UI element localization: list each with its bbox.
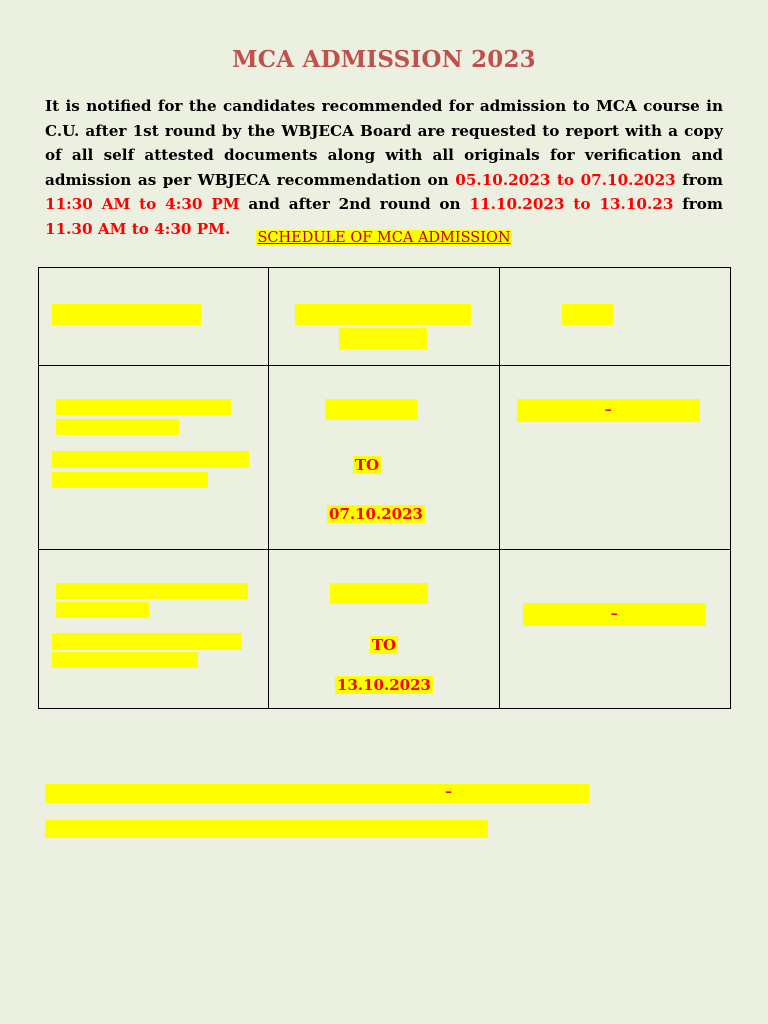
row1-end-date: 07.10.2023	[329, 505, 423, 523]
page-title: MCA ADMISSION 2023	[232, 46, 536, 73]
row1-to: TO	[354, 456, 380, 474]
redacted-highlight	[562, 304, 613, 325]
redacted-highlight	[56, 419, 179, 435]
round1-dates: 05.10.2023 to 07.10.2023	[455, 170, 676, 189]
header-cell-2	[269, 268, 499, 366]
row1-cell-2	[269, 366, 499, 550]
footer-dash: –	[445, 784, 452, 800]
row2-end-date: 13.10.2023	[337, 676, 431, 694]
redacted-highlight	[52, 633, 242, 650]
header-cell-3	[499, 268, 730, 366]
notice-text-2: and after 2nd round on	[239, 195, 470, 213]
row1-cell-1	[39, 366, 269, 550]
table-header-row	[39, 268, 731, 366]
header-cell-1	[39, 268, 269, 366]
redacted-highlight	[295, 304, 471, 325]
redacted-highlight	[339, 328, 427, 349]
schedule-heading	[0, 230, 768, 246]
row2-to: TO	[371, 636, 397, 654]
row2-cell-3	[499, 550, 730, 709]
redacted-highlight	[52, 304, 201, 325]
round1-time: 11:30 AM to 4:30 PM	[45, 195, 240, 213]
redacted-highlight	[52, 472, 208, 488]
footer-highlight-2	[45, 820, 488, 838]
row1-time-highlight: –	[517, 399, 700, 422]
admission-notice	[45, 94, 723, 241]
table-row	[39, 366, 731, 550]
row2-time-highlight: –	[523, 603, 706, 626]
schedule-heading-text: SCHEDULE OF MCA ADMISSION	[257, 230, 511, 246]
round2-dates: 11.10.2023 to 13.10.23	[469, 195, 674, 213]
redacted-highlight	[325, 399, 418, 420]
round2-time: 11.30 AM to 4:30 PM.	[45, 219, 231, 238]
notice-from-2: from	[673, 195, 723, 213]
row1-cell-3	[499, 366, 730, 550]
notice-from-1: from	[675, 170, 723, 189]
footer-highlight-1	[45, 784, 589, 803]
redacted-highlight	[52, 451, 249, 468]
notice-text-1: It is notified for the candidates recommended for admission to MCA course in C.U. after 1st round by the WBJECA Board are requested to report with a copy of all self attested documents along with all originals for verification and admission as per WBJECA recommendation on	[45, 97, 723, 189]
redacted-highlight	[52, 652, 198, 668]
row2-cell-2	[269, 550, 499, 709]
redacted-highlight	[56, 399, 231, 415]
row2-cell-1	[39, 550, 269, 709]
table-row	[39, 550, 731, 709]
redacted-highlight	[56, 602, 149, 618]
redacted-highlight	[56, 583, 248, 599]
redacted-highlight	[330, 583, 428, 604]
schedule-table	[38, 267, 731, 709]
